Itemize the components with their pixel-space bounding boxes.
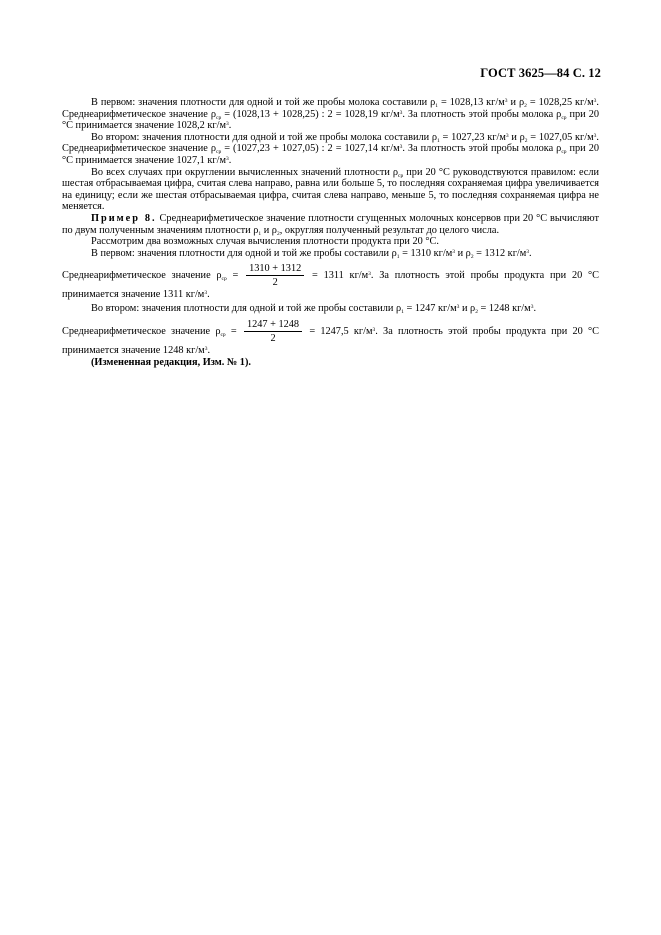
paragraph-second-product: Во втором: значения плотности для одной и той же пробы составили $\rho_1 = 1247$ $кг/м^3$ и $\rho_2 = 1248$ $кг/м^3$. xyxy=(91,303,537,316)
paragraph-second-milk: Во втором: значения плотности для одной и той же пробы молока составили $\rho_1 = 1027,23$ $кг/м^3$ и $\rho_2 = 1027,05$ $кг/м^3$. Среднеарифметическое значение $\rho_{ср} = (1027,23 + 1027,05)$ : 2 = 1027,14 $кг/м^3$. За плотность этой пробы молока $\rho_{ср}$ при 20 °С принимается значение 1027,1 $кг/м^3$. xyxy=(62,131,599,166)
fraction: $\frac{1310 + 1312}{2}$ xyxy=(246,263,304,288)
formula-first-product: Среднеарифметическое значение $\rho_{ср}$ = $\frac{1310 + 1312}{2}$ = 1311 $кг/м^3$. За плотность этой пробы продукта при 20 °С принимается значение 1311 $кг/м^3$. xyxy=(62,263,599,301)
paragraph-first-product: В первом: значения плотности для одной и той же пробы составили $\rho_1 = 1310$ $кг/м^3$ и $\rho_2 = 1312$ $кг/м^3$. xyxy=(91,247,532,260)
amendment-note: (Измененная редакция, Изм. № 1). xyxy=(91,356,251,368)
paragraph-two-cases: Рассмотрим два возможных случая вычисления плотности продукта при 20 °С. xyxy=(91,236,439,248)
paragraph-first-milk: В первом: значения плотности для одной и той же пробы молока составили $\rho_1 = 1028,13$ $кг/м^3$ и $\rho_2 = 1028,25$ $кг/м^3$. Среднеарифметическое значение $\rho_{ср} = (1028,13 + 1028,25)$ : 2 = 1028,19 $кг/м^3$. За плотность этой пробы молока $\rho_{ср}$ при 20 °С принимается значение 1028,2 $кг/м^3$. xyxy=(62,97,599,132)
page-header: ГОСТ 3625—84 С. 12 xyxy=(480,66,601,80)
example-label: Пример 8. xyxy=(91,212,157,224)
paragraph-example-8: Пример 8. Среднеарифметическое значение плотности сгущенных молочных консервов при 20 °С вычисляют по двум полученным значениям плотности $\rho_1$ и $\rho_2$, округляя полученный результат до целого числа. xyxy=(62,212,599,237)
paragraph-rounding-rule: Во всех случаях при округлении вычисленных значений плотности $\rho_{ср}$ при 20 °С руководствуются правилом: если шестая отбрасываемая цифра, считая слева направо, равна или больше 5, то последняя сохраняемая цифра увеличивается на единицу; если же шестая отбрасываемая цифра, считая слева направо, меньше 5, то последняя сохраняемая цифра не меняется. xyxy=(62,166,599,213)
formula-second-product: Среднеарифметическое значение $\rho_{ср}$ = $\frac{1247 + 1248}{2}$ = 1247,5 $кг/м^3$. За плотность этой пробы продукта при 20 °С принимается значение 1248 $кг/м^3$. xyxy=(62,318,600,356)
document-body xyxy=(62,97,599,369)
fraction: $\frac{1247 + 1248}{2}$ xyxy=(244,319,302,344)
